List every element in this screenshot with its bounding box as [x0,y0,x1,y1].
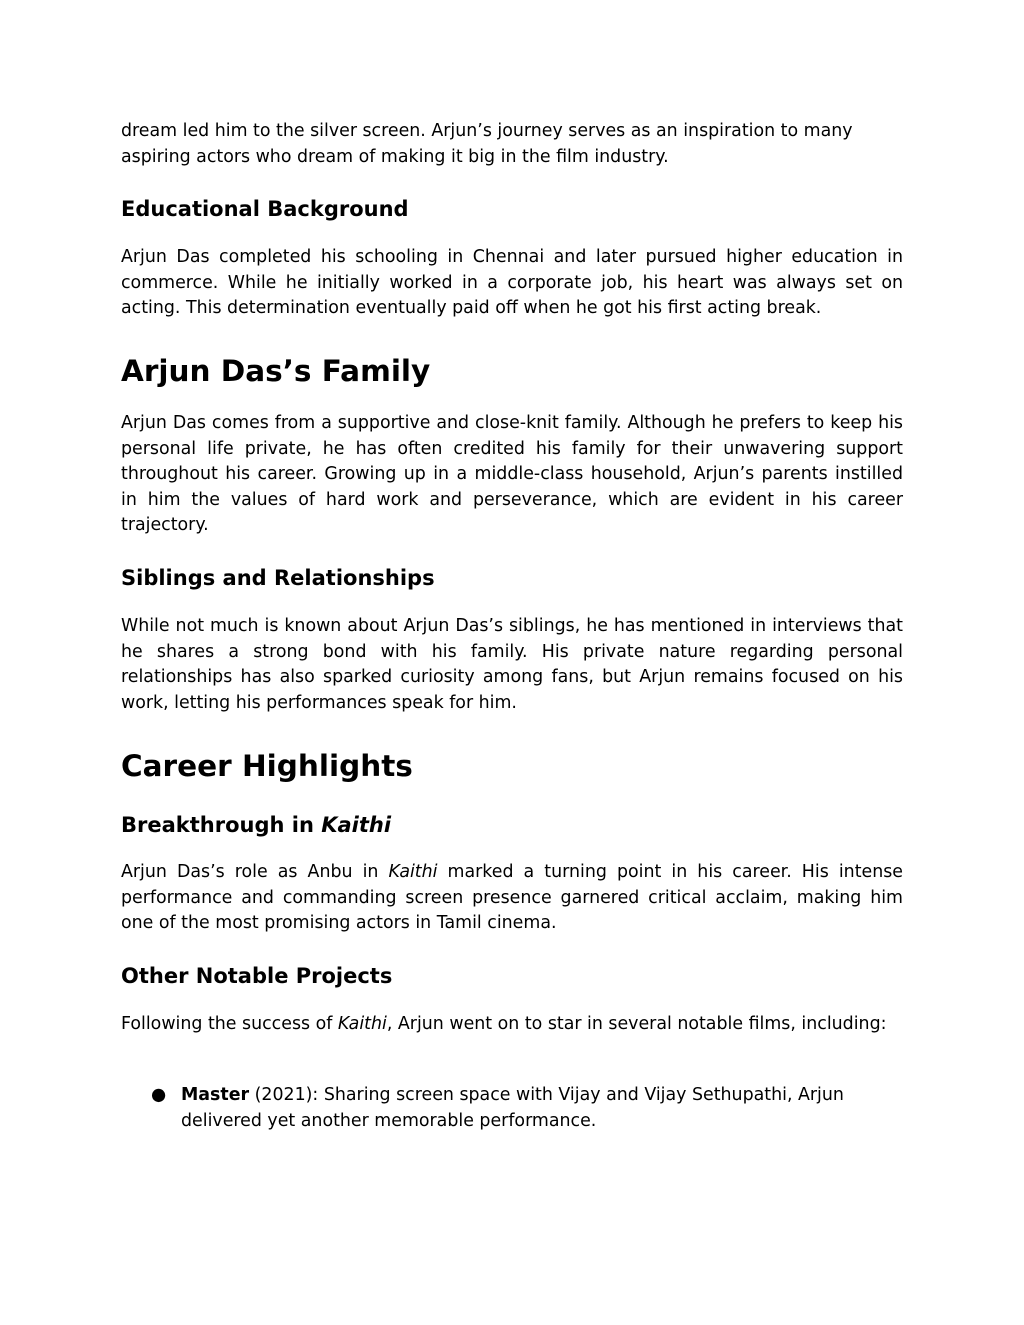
siblings-heading: Siblings and Relationships [121,566,435,590]
education-heading: Educational Background [121,197,409,221]
breakthrough-text-before: Arjun Das’s role as Anbu in [121,862,389,882]
education-paragraph: Arjun Das completed his schooling in Chennai and later pursued higher education in commerce. While he initially worked in a corporate job, his heart was always set on acting. This determination eventually paid off when he got his first acting break. [121,247,903,319]
siblings-paragraph: While not much is known about Arjun Das’s siblings, he has mentioned in interviews that he shares a strong bond with his family. His private nature regarding personal relationships has also sparked curiosity among fans, but Arjun remains focused on his work, letting his performances speak for him. [121,616,903,713]
bullet-icon: ● [151,1085,167,1105]
projects-intro [121,1012,903,1038]
projects-intro-film: Kaithi [337,1014,387,1034]
intro-paragraph: dream led him to the silver screen. Arjun’s journey serves as an inspiration to many aspiring actors who dream of making it big in the film industry. [121,121,853,167]
projects-intro-after: , Arjun went on to star in several notable films, including: [386,1014,887,1034]
family-heading: Arjun Das’s Family [121,354,431,388]
projects-intro-before: Following the success of [121,1014,338,1034]
list-item-text [181,1083,895,1134]
list-item-title: Master [181,1085,250,1105]
breakthrough-paragraph [121,860,903,937]
career-heading: Career Highlights [121,749,413,783]
breakthrough-heading-film: Kaithi [321,813,392,837]
breakthrough-text-after: marked a turning point in his career. His intense performance and commanding screen presence garnered critical acclaim, making him one of the most promising actors in Tamil cinema. [121,862,904,934]
breakthrough-heading-prefix: Breakthrough in [121,813,322,837]
family-paragraph: Arjun Das comes from a supportive and close-knit family. Although he prefers to keep his personal life private, he has often credited his family for their unwavering support throughout his career. Growing up in a middle-class household, Arjun’s parents instilled in him the values of hard work and perseverance, which are evident in his career trajectory. [121,413,903,536]
projects-heading: Other Notable Projects [121,964,393,988]
list-item-description: (2021): Sharing screen space with Vijay and Vijay Sethupathi, Arjun delivered yet another memorable performance. [181,1085,844,1131]
breakthrough-text-film: Kaithi [388,862,438,882]
breakthrough-heading [121,811,903,839]
